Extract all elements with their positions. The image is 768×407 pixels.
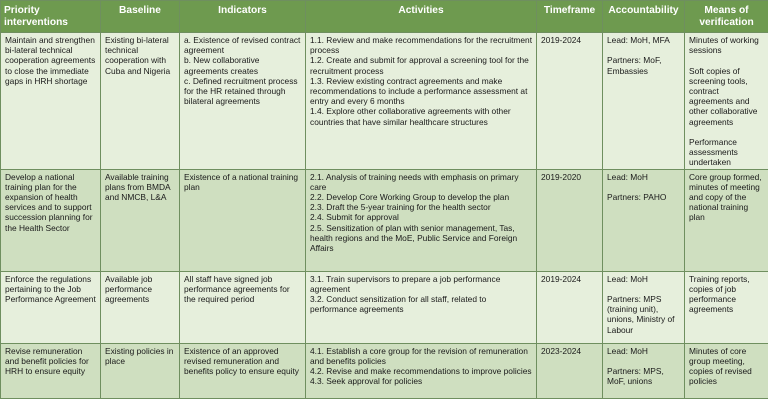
cell-accountability (603, 271, 685, 343)
cell-timeframe: 2019-2024 (537, 33, 603, 170)
activity-item: 2.4. Submit for approval (310, 212, 399, 223)
indicator-item: a. Existence of revised contract agreement (184, 35, 301, 56)
activity-item: 1.2. Create and submit for approval a screening tool for the recruitment process (310, 55, 529, 76)
cell-verification (685, 169, 768, 271)
cell-verification (685, 343, 768, 398)
cell-intervention: Maintain and strengthen bi-lateral technical cooperation agreements to close the immediate gaps in HRH shortage (1, 33, 101, 170)
cell-accountability (603, 343, 685, 398)
header-activities: Activities (306, 1, 537, 33)
table-row (1, 169, 768, 271)
cell-baseline: Existing policies in place (101, 343, 180, 398)
cell-indicators (180, 271, 306, 343)
activity-item: 2.2. Develop Core Working Group to develop the plan (310, 192, 510, 203)
activity-item: 2.5. Sensitization of plan with senior management, Tas, health regions and the MoE, Public Service and Foreign Affairs (310, 222, 518, 254)
activity-item: 2.3. Draft the 5-year training for the health sector (310, 202, 491, 213)
indicator-item: Existence of an approved revised remuneration and benefits policy to ensure equity (184, 345, 299, 377)
activity-item: 2.1. Analysis of training needs with emphasis on primary care (310, 171, 519, 192)
indicator-item: b. New collaborative agreements creates (184, 55, 260, 76)
cell-timeframe: 2019-2024 (537, 271, 603, 343)
activity-item: 1.4. Explore other collaborative agreements with other countries that have similar healthcare structures (310, 106, 511, 127)
activity-item: 3.2. Conduct sensitization for all staff, related to performance agreements (310, 294, 487, 315)
verification-item: Training reports, copies of job performance agreements (689, 273, 750, 315)
verification-item: Minutes of working sessions (689, 35, 759, 56)
header-indicators: Indicators (180, 1, 306, 33)
header-priority-interventions: Priority interventions (1, 1, 101, 33)
cell-verification (685, 271, 768, 343)
cell-indicators (180, 33, 306, 170)
indicator-item: All staff have signed job performance agreements for the required period (184, 273, 290, 305)
verification-item: Minutes of core group meeting, copies of revised policies (689, 345, 752, 387)
activity-item: 1.1. Review and make recommendations for the recruitment process (310, 35, 533, 56)
accountability-partners: Partners: MPS (training unit), unions, Ministry of Labour (607, 294, 675, 335)
cell-intervention: Enforce the regulations pertaining to the Job Performance Agreement (1, 271, 101, 343)
accountability-lead: Lead: MoH (607, 345, 648, 356)
cell-intervention: Develop a national training plan for the expansion of health services and to support succession planning for the Health Sector (1, 169, 101, 271)
accountability-lead: Lead: MoH (607, 273, 648, 284)
activity-item: 4.1. Establish a core group for the revision of remuneration and benefits policies (310, 345, 528, 366)
cell-indicators (180, 343, 306, 398)
accountability-partners: Partners: MPS, MoF, unions (607, 366, 664, 387)
activity-item: 4.3. Seek approval for policies (310, 376, 423, 387)
table-row (1, 33, 768, 170)
cell-accountability (603, 33, 685, 170)
cell-timeframe: 2023-2024 (537, 343, 603, 398)
activity-item: 4.2. Revise and make recommendations to improve policies (310, 366, 532, 377)
cell-activities (306, 169, 537, 271)
cell-activities (306, 33, 537, 170)
cell-indicators (180, 169, 306, 271)
cell-activities (306, 343, 537, 398)
accountability-lead: Lead: MoH (607, 171, 648, 182)
cell-timeframe: 2019-2020 (537, 169, 603, 271)
cell-accountability (603, 169, 685, 271)
cell-baseline: Available job performance agreements (101, 271, 180, 343)
indicator-item: c. Defined recruitment process for the HR retained through bilateral agreements (184, 75, 298, 107)
verification-item: Core group formed, minutes of meeting and copy of the national training plan (689, 171, 762, 223)
activity-item: 3.1. Train supervisors to prepare a job performance agreement (310, 273, 501, 294)
cell-baseline: Existing bi-lateral technical cooperation with Cuba and Nigeria (101, 33, 180, 170)
header-accountability: Accountability (603, 1, 685, 33)
header-row (1, 1, 768, 33)
cell-intervention: Revise remuneration and benefit policies for HRH to ensure equity (1, 343, 101, 398)
accountability-lead: Lead: MoH, MFA (607, 35, 670, 45)
table-row (1, 271, 768, 343)
cell-baseline: Available training plans from BMDA and NMCB, L&A (101, 169, 180, 271)
cell-activities (306, 271, 537, 343)
header-baseline: Baseline (101, 1, 180, 33)
verification-item: Soft copies of screening tools, contract agreements and other collaborative agreements (689, 65, 758, 127)
header-means-of-verification: Means of verification (685, 1, 768, 33)
accountability-partners: Partners: MoF, Embassies (607, 55, 662, 76)
indicator-item: Existence of a national training plan (184, 171, 299, 192)
activity-item: 1.3. Review existing contract agreements and make recommendations to include a performance assessment at entry and every 6 months (310, 75, 528, 107)
accountability-partners: Partners: PAHO (607, 192, 667, 202)
table-row (1, 343, 768, 398)
header-timeframe: Timeframe (537, 1, 603, 33)
verification-item: Performance assessments undertaken (689, 137, 738, 168)
cell-verification (685, 33, 768, 170)
